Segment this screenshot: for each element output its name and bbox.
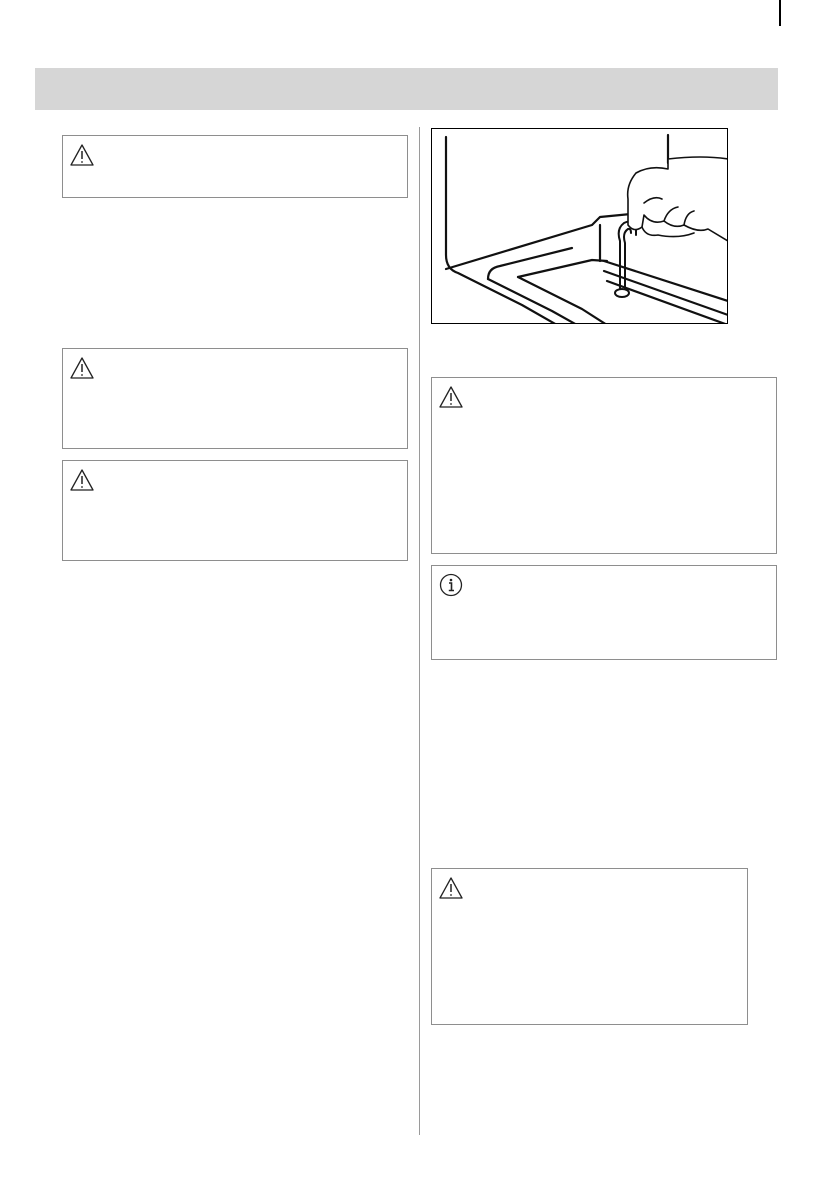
info-box: [431, 565, 777, 660]
warning-triangle-icon: [438, 384, 464, 410]
warning-box-5: [431, 868, 748, 1025]
column-divider: [419, 127, 420, 1135]
drain-hook-illustration: [431, 128, 728, 324]
warning-triangle-icon: [69, 355, 95, 381]
section-header-bar: [35, 68, 778, 110]
page-corner-mark: [779, 0, 781, 26]
info-icon: [438, 572, 464, 598]
warning-box-3: [62, 460, 408, 561]
warning-box-4: [431, 377, 777, 554]
warning-triangle-icon: [438, 875, 464, 901]
warning-triangle-icon: [69, 142, 95, 168]
warning-box-2: [62, 348, 408, 449]
warning-triangle-icon: [69, 467, 95, 493]
warning-box-1: [62, 135, 408, 198]
